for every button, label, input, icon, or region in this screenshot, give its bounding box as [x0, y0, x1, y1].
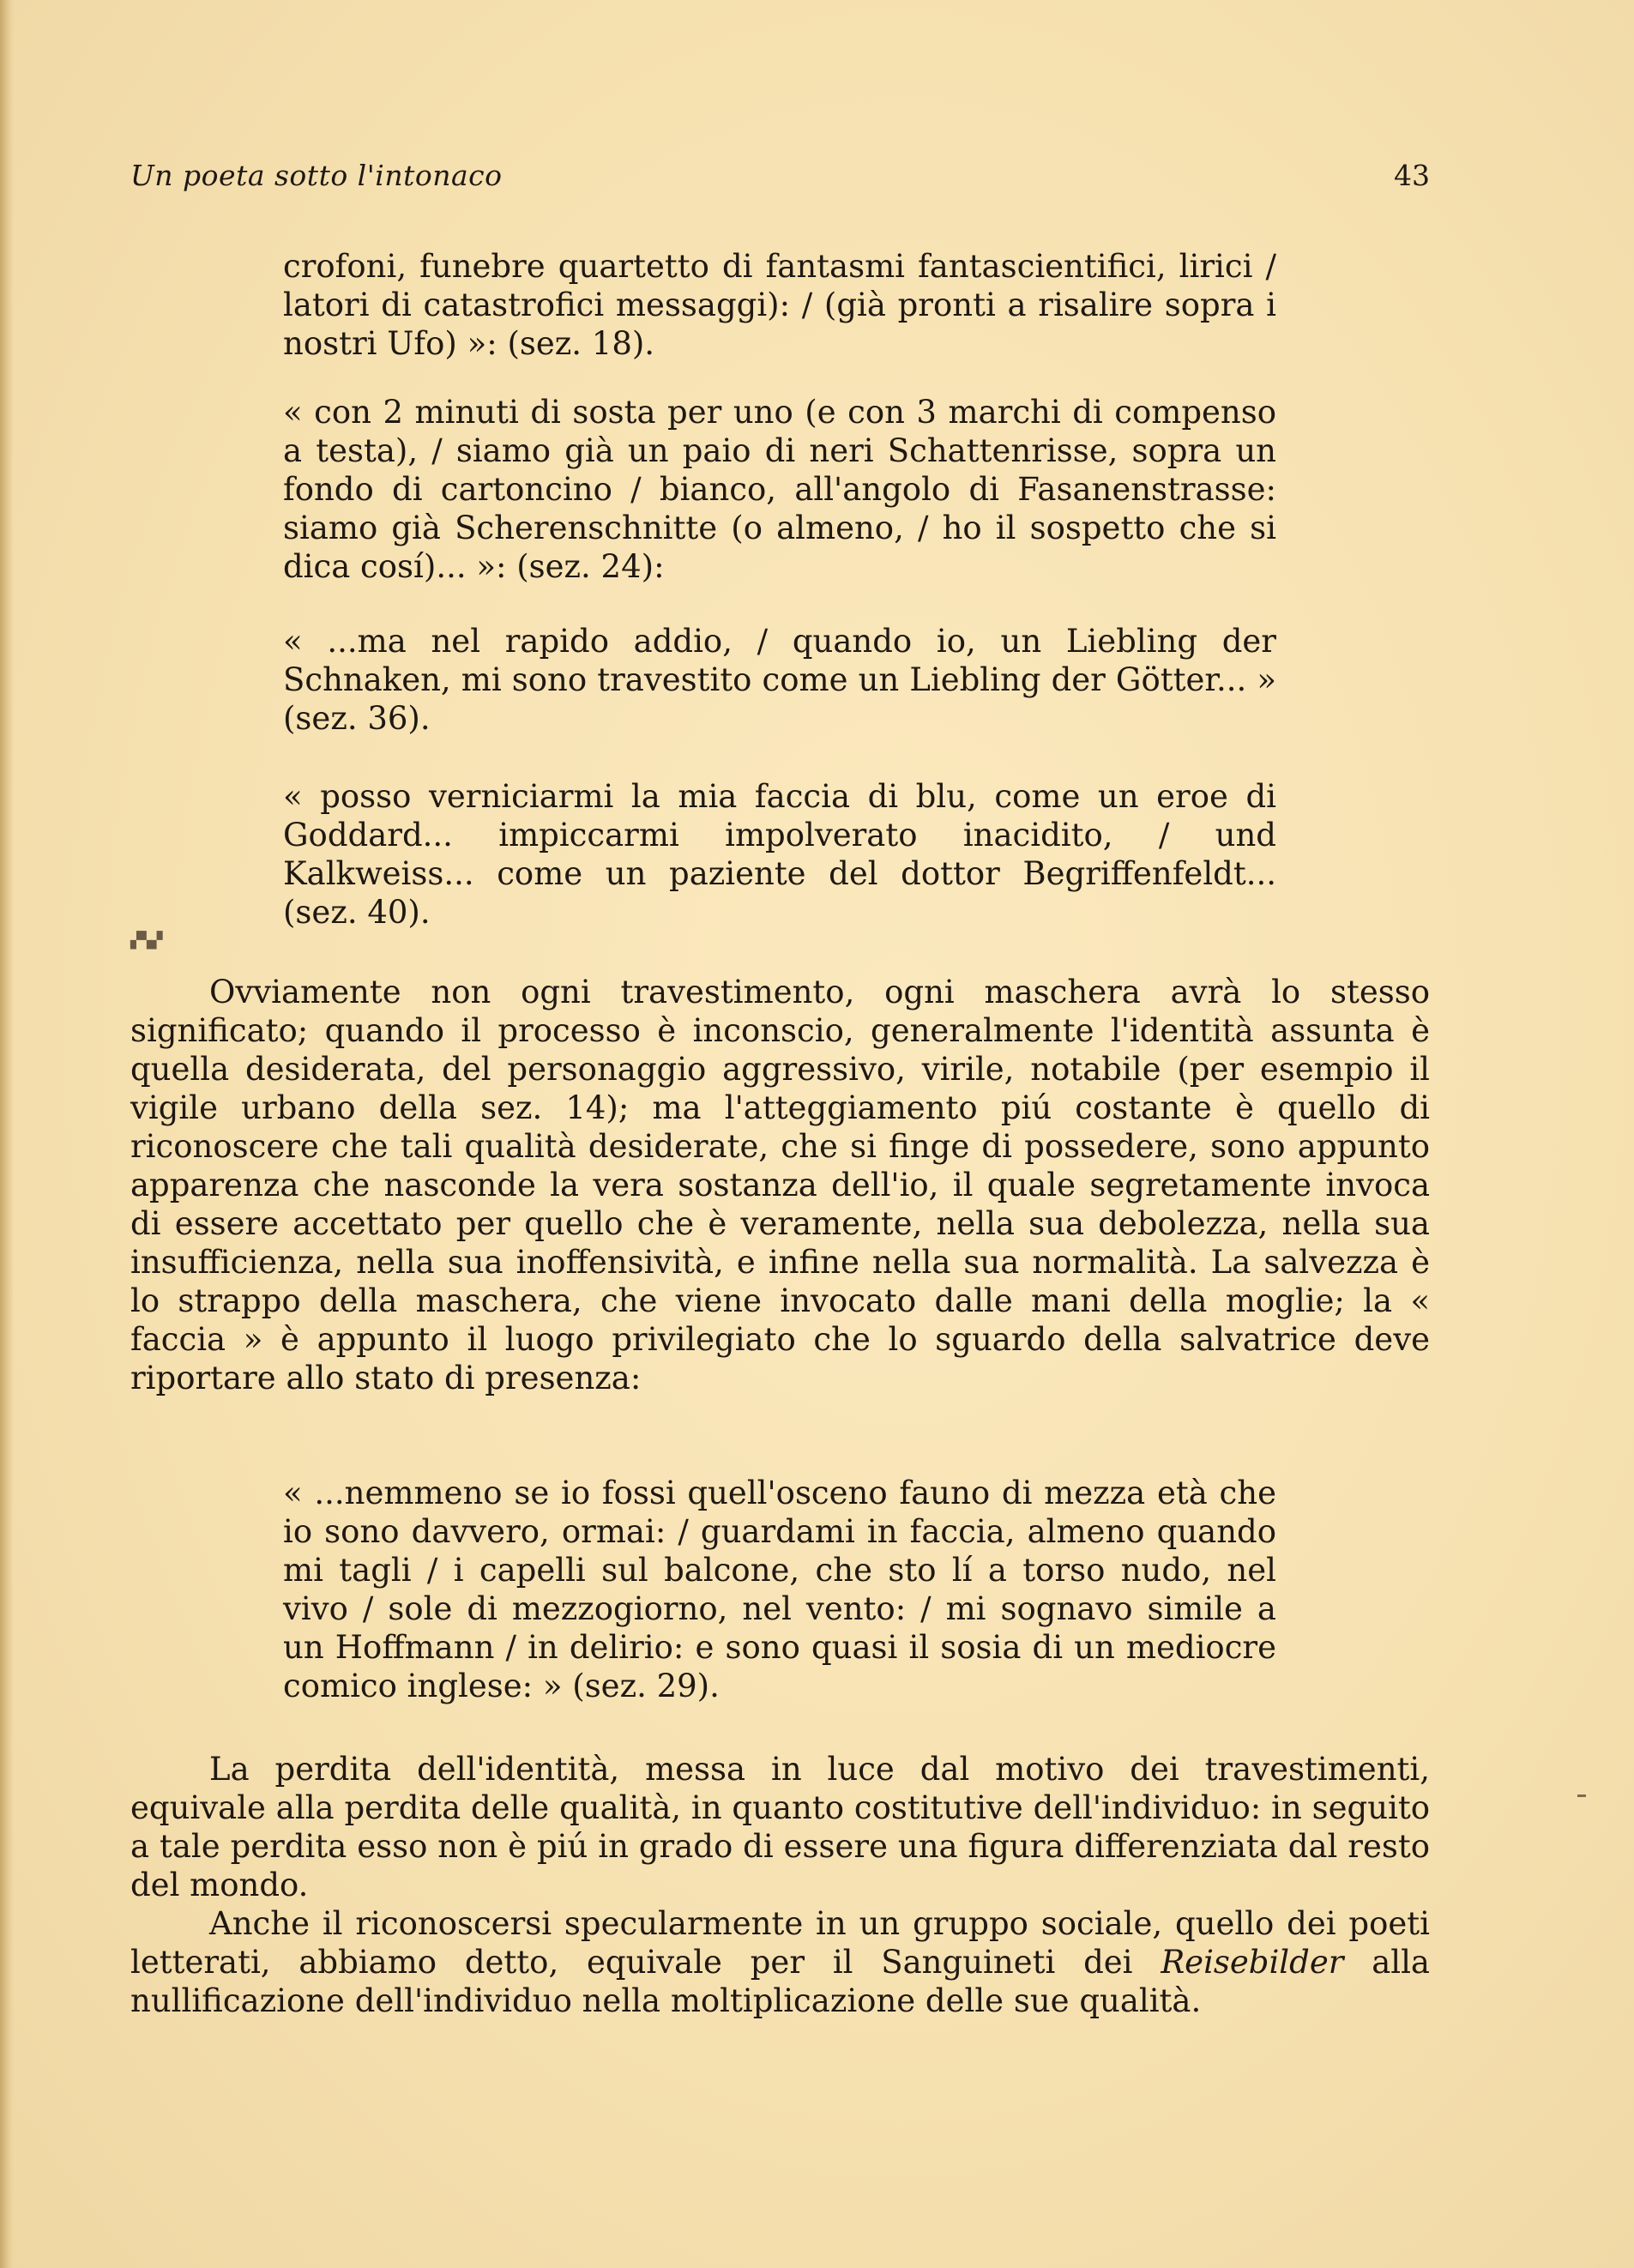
- margin-mark: [1577, 1794, 1586, 1797]
- book-title-reisebilder: Reisebilder: [1161, 1944, 1344, 1981]
- body-paragraph-1: Ovviamente non ogni travestimento, ogni maschera avrà lo stesso significato; quando il processo è inconscio, generalmente l'identità assunta è quella desiderata, del personaggio aggressivo, virile, notabile (per esempio il vigile urbano della sez. 14); ma l'atteggiamento piú costante è quello di riconoscere che tali qualità desiderate, che si finge di possedere, sono appunto apparenza che nasconde la vera sostanza dell'io, il quale segretamente invoca di essere accettato per quello che è veramente, nella sua debolezza, nella sua insufficienza, nella sua inoffensività, e infine nella sua normalità. La salvezza è lo strappo della maschera, che viene invocato dalle mani della moglie; la « faccia » è appunto il luogo privilegiato che lo sguardo della salvatrice deve riportare allo stato di presenza:: [130, 974, 1430, 1396]
- page-header: [130, 159, 1430, 202]
- block-quote-1: crofoni, funebre quartetto di fantasmi fantascientifici, lirici / latori di catastrofici messaggi): / (già pronti a risalire sopra i nostri Ufo) »: (sez. 18).: [283, 248, 1276, 362]
- block-quote-2: « con 2 minuti di sosta per uno (e con 3 marchi di compenso a testa), / siamo già un paio di neri Schattenrisse, sopra un fondo di cartoncino / bianco, all'angolo di Fasanenstrasse: siamo già Scherenschnitte (o almeno, / ho il sospetto che si dica cosí)... »: (sez. 24):: [283, 394, 1276, 585]
- paragraph-3-text-end: alla nullificazione dell'individuo nella moltiplicazione delle sue qualità.: [130, 1944, 1430, 2019]
- block-quote-4: « posso verniciarmi la mia faccia di blu, come un eroe di Goddard... impiccarmi impolverato inacidito, / und Kalkweiss... come un paziente del dottor Begriffenfeldt... (sez. 40).: [283, 778, 1276, 931]
- printer-mark: ▞▚▞: [130, 932, 161, 950]
- page-number: 43: [1394, 159, 1430, 192]
- body-paragraph-2: La perdita dell'identità, messa in luce dal motivo dei travestimenti, equivale alla perdita delle qualità, in quanto costitutive dell'individuo: in seguito a tale perdita esso non è piú in grado di essere una figura differenziata dal resto del mondo.: [130, 1751, 1430, 1903]
- block-quote-3: « ...ma nel rapido addio, / quando io, un Liebling der Schnaken, mi sono travestito come un Liebling der Götter... » (sez. 36).: [283, 623, 1276, 737]
- page-edge-shadow: [0, 0, 14, 2268]
- running-title: Un poeta sotto l'intonaco: [130, 159, 503, 192]
- block-quote-5: « ...nemmeno se io fossi quell'osceno fauno di mezza età che io sono davvero, ormai: / guardami in faccia, almeno quando mi tagli / i capelli sul balcone, che sto lí a torso nudo, nel vivo / sole di mezzogiorno, nel vento: / mi sognavo simile a un Hoffmann / in delirio: e sono quasi il sosia di un mediocre comico inglese: » (sez. 29).: [283, 1475, 1276, 1704]
- body-paragraph-3: [130, 1904, 1430, 2020]
- paragraph-3-text-start: Anche il riconoscersi specularmente in un gruppo sociale, quello dei poeti letterati, abbiamo detto, equivale per il Sanguineti dei: [130, 1905, 1430, 1981]
